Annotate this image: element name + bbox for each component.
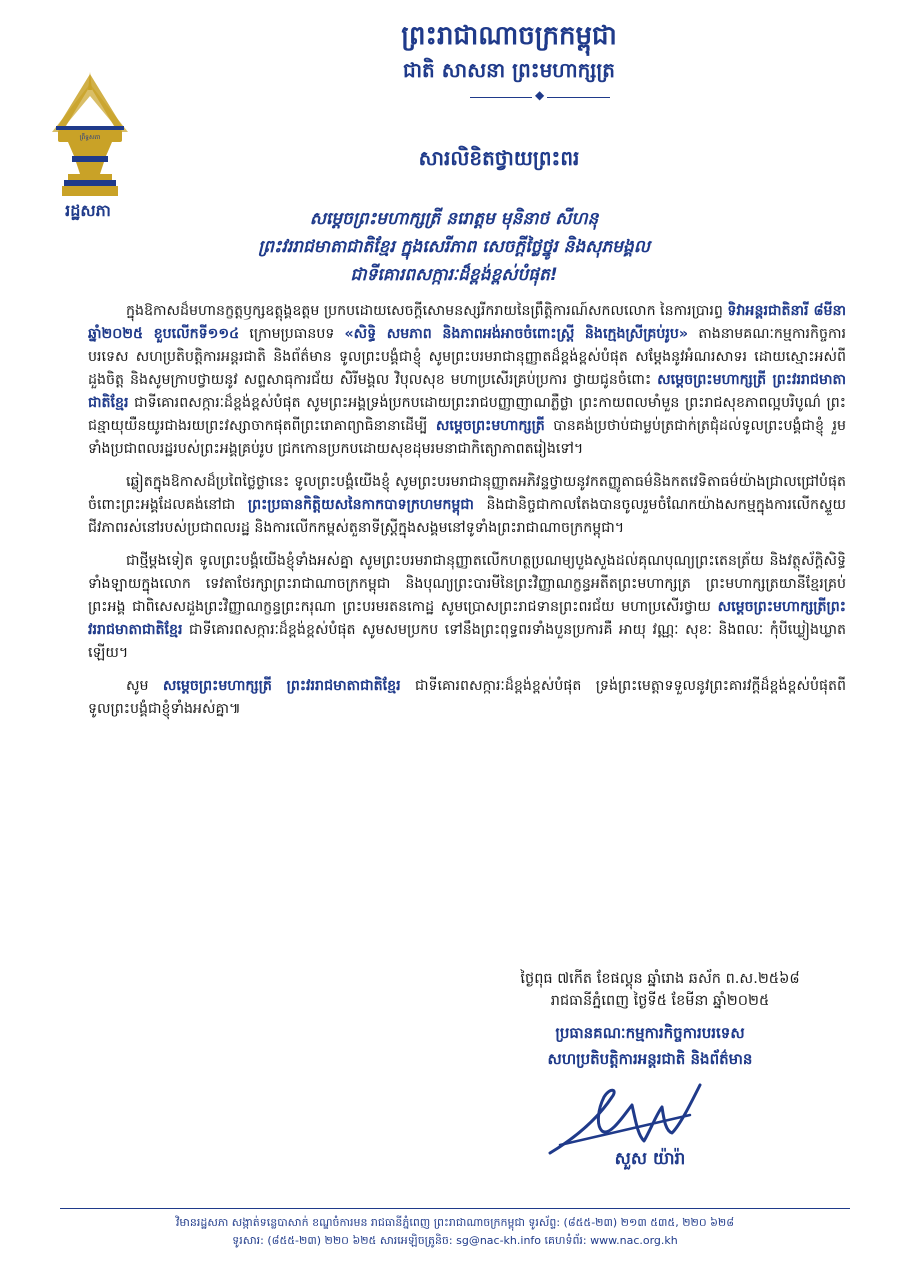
footer-contact: ទូរសារ: (៨៥៥-២៣) ២២០ ៦២៥ សារអេឡិចត្រូនិច: sg@nac-kh.info គេហទំព័រ: www.nac.org.kh [232,1234,678,1247]
text-run: ជាទីគោរពសក្ការៈដ៏ខ្ពង់ខ្ពស់បំផុត សូមសមប្រកប ទៅនឹងព្រះពុទ្ធពរទាំងបួនប្រការគឺ អាយុ វណ្ណៈ សុខៈ និងពលៈ កុំបីឃ្លៀងឃ្លាតឡើយ។ [88,622,846,661]
lunar-date: ថ្ងៃពុធ ៧កើត ខែផល្គុន ឆ្នាំរោង ឆស័ក ព.ស.២៥៦៨ [520,971,800,987]
text-run: សូម [126,678,163,694]
emphasis-run: សម្តេចព្រះមហាក្សត្រី ព្រះវររាជមាតាជាតិខ្មែរ [162,678,401,694]
national-motto: ជាតិ សាសនា ព្រះមហាក្សត្រ [403,58,615,82]
solar-date: រាជធានីភ្នំពេញ ថ្ងៃទី៥ ខែមីនា ឆ្នាំ២០២៥ [550,993,770,1009]
letter-body [88,300,846,731]
recipient-line-3: ជាទីគោរពសក្ការៈដ៏ខ្ពង់ខ្ពស់បំផុត! [350,265,558,285]
text-run: ក្រោមប្រធានបទ [239,326,345,342]
emblem-text: ព្រឹទ្ធសភា [79,134,101,141]
emphasis-run: ទិវាអន្តរជាតិនារី ៨មីនា ឆ្នាំ២០២៥ ខួបលើកទី១១៤ [88,303,846,342]
recipient-line-1: សម្តេចព្រះមហាក្សត្រី នរោត្តម មុនិនាថ សីហនុ [309,209,599,229]
emphasis-run: សម្តេចព្រះមហាក្សត្រីព្រះវររាជមាតាជាតិខ្មែរ [88,599,846,638]
text-run: ឆ្លៀតក្នុងឱកាសដ៏ប្រពៃថ្លៃថ្លានេះ ទូលព្រះបង្គំយើងខ្ញុំ សូមព្រះបរមរាជានុញ្ញាតអភិវន្ទថ្វាយនូវកតញ្ញូតាធម៌និងកតវេទិតាធម៌យ៉ាងជ្រាលជ្រៅបំផុត ចំពោះព្រះអង្គដែលគង់នៅជា [88,474,846,513]
footer-address: វិមានរដ្ឋសភា សង្កាត់ទន្លេបាសាក់ ខណ្ឌចំការមន រាជធានីភ្នំពេញ ព្រះរាជាណាចក្រកម្ពុជា ទូរស័ព្ទ: (៨៥៥-២៣) ២១៣ ៥៣៥, ២២០ ៦២៨ [175,1216,735,1229]
text-run: ជាទីគោរពសក្ការៈដ៏ខ្ពង់ខ្ពស់បំផុត សូមព្រះអង្គទ្រង់ប្រកបដោយព្រះរាជបញ្ញាញាណភ្លឺថ្លា ព្រះកាយពលមាំមួន ព្រះរាជសុខភាពល្អបរិបូណ៌ ព្រះជន្មាយុយឺនយូរជាងរយព្រះវស្សាចាកផុតពីព្រះរោគាព្យាធិនានាដើម្បី [88,395,846,434]
text-run: ជាថ្មីម្តងទៀត ទូលព្រះបង្គំយើងខ្ញុំទាំងអស់គ្នា សូមព្រះបរមរាជានុញ្ញាតលើកហត្ថប្រណម្យបួងសួងដល់គុណបុណ្យព្រះតេនត្រ័យ និងវត្ថុស័ក្តិសិទ្ធិទាំងឡាយក្នុងលោក ទេវតាថែរក្សាព្រះរាជាណាចក្រកម្ពុជា និងបុណ្យព្រះបារមីនៃព្រះវិញ្ញាណក្ខន្ធអតីតព្រះមហាក្សត្រ ព្រះមហាក្សត្រយានីខ្មែរគ្រប់ព្រះអង្គ ជាពិសេសដួងព្រះវិញ្ញាណក្ខន្ធព្រះករុណា ព្រះបរមរតនកោដ្ឋ សូមប្រោសព្រះរាជទានព្រះពរជ័យ មហាប្រសើរថ្វាយ [88,553,846,615]
body-paragraph-4 [88,675,846,721]
signatory-title-line-2: សហប្រតិបត្តិការអន្តរជាតិ និងព័ត៌មាន [547,1050,753,1068]
logo-label: រដ្ឋសភា [65,201,111,220]
body-paragraph-1 [88,300,846,461]
text-run: ជាទីគោរពសក្ការៈដ៏ខ្ពង់ខ្ពស់បំផុត ទ្រង់ព្រះមេត្តាទទួលនូវព្រះគារវក្តីដ៏ខ្ពង់ខ្ពស់បំផុតពីទូលព្រះបង្គំជាខ្ញុំទាំងអស់គ្នា៕ [88,678,847,717]
signer-name: សួស យ៉ារ៉ា [614,1149,686,1169]
text-run: ក្នុងឱកាសដ៏មហានក្ខត្តឫក្សឧត្តុង្គឧត្តម ប្រកបដោយសេចក្តីសោមនស្សរីករាយនៃព្រឹត្តិការណ៍សកលលោក នៃការប្រារព្ធ [126,303,728,319]
signatory-title-line-1: ប្រធានគណៈកម្មការកិច្ចការបរទេស [555,1024,745,1042]
footer-divider [60,1208,850,1209]
letterhead [0,18,908,104]
emphasis-run: សម្តេចព្រះមហាក្សត្រី ព្រះវររាជមាតាជាតិខ្មែរ [88,372,846,411]
signatory-title [440,1020,860,1072]
footer [60,1214,850,1250]
body-paragraph-2 [88,471,846,540]
document-title: សារលិខិតថ្វាយព្រះពរ [418,146,580,170]
emphasis-run: «សិទ្ធិ សមភាព និងភាពអង់អាចចំពោះស្ត្រី និងក្មេងស្រីគ្រប់រូប» [344,326,689,342]
ornamental-divider [470,92,610,104]
body-paragraph-3 [88,550,846,665]
text-run: បានគង់ប្រថាប់ជាម្លប់ត្រជាក់ត្រជុំដល់ទូលព្រះបង្គំជាខ្ញុំ រួមទាំងប្រជាពលរដ្ឋរបស់ព្រះអង្គគ្រប់រូប ជ្រកកោនប្រកបដោយសុខដុមរមនាជាកិត្យោភាពតរៀងទៅ។ [88,418,847,457]
kingdom-title: ព្រះរាជាណាចក្រកម្ពុជា [401,21,617,51]
national-assembly-emblem-icon [48,70,132,200]
emphasis-run: សម្តេចព្រះមហាក្សត្រី [435,418,545,434]
text-run: និងជានិច្ចជាកាលតែងបានចូលរួមចំណែកយ៉ាងសកម្មក្នុងការលើកស្ទួយជីវភាពរស់នៅរបស់ប្រជាពលរដ្ឋ និងការលើកកម្ពស់តួនាទីស្ត្រីក្នុងសង្គមនៅទូទាំងព្រះរាជាណាចក្រកម្ពុជា។ [88,497,846,536]
date-block [460,968,860,1012]
recipient-line-2: ព្រះវររាជមាតាជាតិខ្មែរ ក្នុងសេរីភាព សេចក្តីថ្លៃថ្នូរ និងសុភមង្គល [258,237,650,257]
text-run: តាងនាមគណៈកម្មការកិច្ចការបរទេស សហប្រតិបត្តិការអន្តរជាតិ និងព័ត៌មាន ទូលព្រះបង្គំជាខ្ញុំ សូមព្រះបរមរាជានុញ្ញាតដ៏ខ្ពង់ខ្ពស់បំផុត សម្តែងនូវអំណរសាទរ ដោយស្មោះអស់ពីដួងចិត្ត និងសូមក្រាបថ្វាយនូវ សព្ទសាធុការជ័យ សិរីមង្គល វិបុលសុខ មហាប្រសើរគ្រប់ប្រការ ថ្វាយជូនចំពោះ [88,326,846,388]
recipient-block [0,205,908,289]
emphasis-run: ព្រះប្រធានកិត្តិយសនៃកាកបាទក្រហមកម្ពុជា [247,497,474,513]
